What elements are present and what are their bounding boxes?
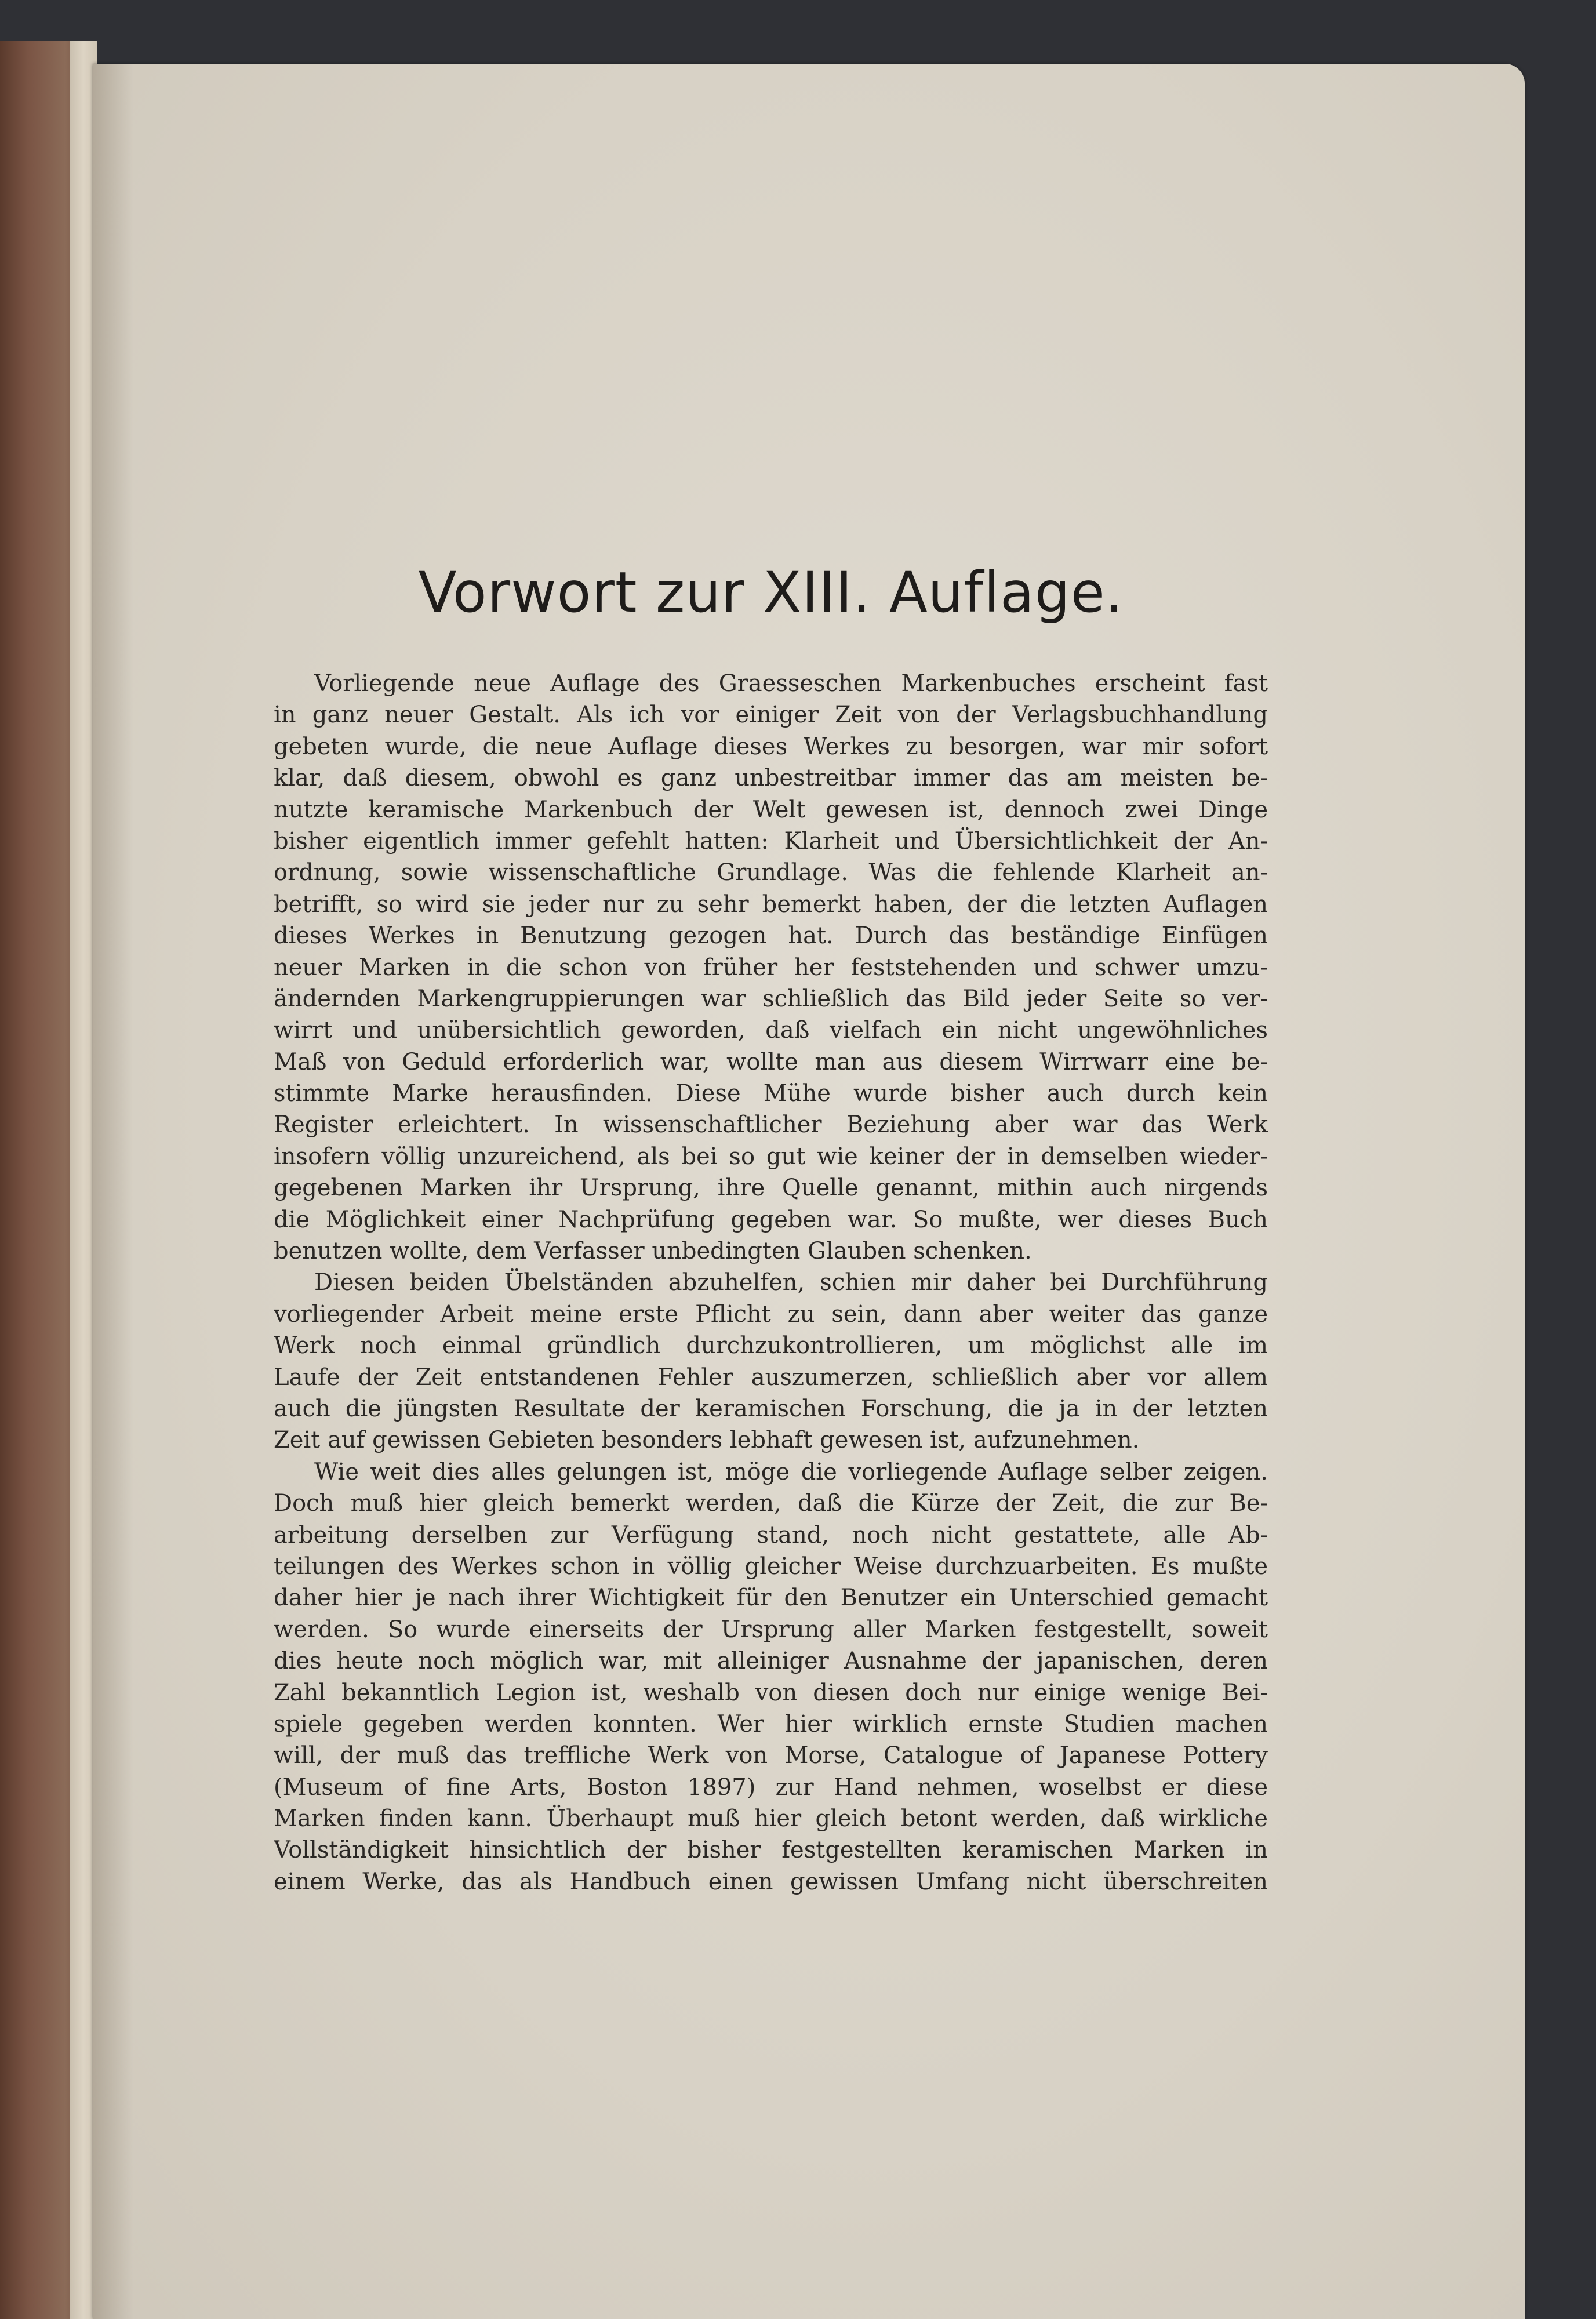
text-line: Register erleichtert. In wissenschaftlicher Beziehung aber war das Werk [274,1111,1268,1139]
text-line: wirrt und unübersichtlich geworden, daß vielfach ein nicht ungewöhnliches [274,1017,1268,1044]
text-line: Wie weit dies alles gelungen ist, möge die vorliegende Auflage selber zeigen. [314,1458,1268,1485]
text-line: Zeit auf gewissen Gebieten besonders lebhaft gewesen ist, aufzunehmen. [274,1427,1140,1454]
text-line: teilungen des Werkes schon in völlig gleicher Weise durchzuarbeiten. Es mußte [274,1553,1268,1580]
text-line: neuer Marken in die schon von früher her feststehenden und schwer umzu- [274,954,1268,981]
text-line: daher hier je nach ihrer Wichtigkeit für den Benutzer ein Unterschied gemacht [274,1584,1268,1612]
text-line: spiele gegeben werden konnten. Wer hier wirklich ernste Studien machen [274,1710,1268,1738]
text-line: will, der muß das treffliche Werk von Morse, Catalogue of Japanese Pottery [274,1742,1268,1769]
text-line: nutzte keramische Markenbuch der Welt gewesen ist, dennoch zwei Dinge [274,796,1268,823]
page-title: Vorwort zur XIII. Auflage. [418,560,1124,625]
page-gutter-shadow [93,64,133,2319]
text-line: vorliegender Arbeit meine erste Pflicht zu sein, dann aber weiter das ganze [274,1300,1268,1328]
text-line: dies heute noch möglich war, mit alleiniger Ausnahme der japanischen, deren [274,1648,1268,1675]
text-line: werden. So wurde einerseits der Ursprung aller Marken festgestellt, soweit [274,1616,1268,1643]
body-text [274,668,1268,1898]
text-line: Marken finden kann. Überhaupt muß hier gleich betont werden, daß wirkliche [274,1805,1268,1833]
text-line: dieses Werkes in Benutzung gezogen hat. Durch das beständige Einfügen [274,922,1268,950]
text-line: bisher eigentlich immer gefehlt hatten: Klarheit und Übersichtlichkeit der An- [274,827,1268,855]
text-line: einem Werke, das als Handbuch einen gewissen Umfang nicht überschreiten [274,1868,1268,1895]
text-line: Vollständigkeit hinsichtlich der bisher festgestellten keramischen Marken in [274,1837,1268,1864]
text-line: Doch muß hier gleich bemerkt werden, daß die Kürze der Zeit, die zur Be- [274,1490,1268,1517]
text-line: ordnung, sowie wissenschaftliche Grundlage. Was die fehlende Klarheit an- [274,859,1268,886]
text-line: klar, daß diesem, obwohl es ganz unbestreitbar immer das am meisten be- [274,765,1268,792]
text-line: in ganz neuer Gestalt. Als ich vor einiger Zeit von der Verlagsbuchhandlung [274,701,1268,729]
text-line: arbeitung derselben zur Verfügung stand, noch nicht gestattete, alle Ab- [274,1521,1268,1549]
text-line: Diesen beiden Übelständen abzuhelfen, schien mir daher bei Durchführung [314,1269,1268,1296]
text-line: stimmte Marke herausfinden. Diese Mühe wurde bisher auch durch kein [274,1080,1268,1107]
text-line: Maß von Geduld erforderlich war, wollte man aus diesem Wirrwarr eine be- [274,1048,1268,1075]
text-line: Vorliegende neue Auflage des Graesseschen Markenbuches erscheint fast [314,670,1268,697]
text-line: insofern völlig unzureichend, als bei so gut wie keiner der in demselben wieder- [274,1143,1268,1170]
text-line: gebeten wurde, die neue Auflage dieses Werkes zu besorgen, war mir sofort [274,733,1268,760]
text-line: auch die jüngsten Resultate der keramischen Forschung, die ja in der letzten [274,1395,1268,1422]
text-line: benutzen wollte, dem Verfasser unbedingten Glauben schenken. [274,1238,1032,1265]
text-line: (Museum of fine Arts, Boston 1897) zur Hand nehmen, woselbst er diese [274,1773,1268,1801]
text-line: Werk noch einmal gründlich durchzukontrollieren, um möglichst alle im [274,1332,1268,1360]
text-line: Zahl bekanntlich Legion ist, weshalb von diesen doch nur einige wenige Bei- [274,1679,1268,1706]
text-line: die Möglichkeit einer Nachprüfung gegeben war. So mußte, wer dieses Buch [274,1206,1268,1233]
text-line: Laufe der Zeit entstandenen Fehler auszumerzen, schließlich aber vor allem [274,1364,1268,1391]
text-line: betrifft, so wird sie jeder nur zu sehr bemerkt haben, der die letzten Auflagen [274,890,1268,918]
text-line: gegebenen Marken ihr Ursprung, ihre Quelle genannt, mithin auch nirgends [274,1175,1268,1202]
text-line: ändernden Markengruppierungen war schließlich das Bild jeder Seite so ver- [274,985,1268,1012]
